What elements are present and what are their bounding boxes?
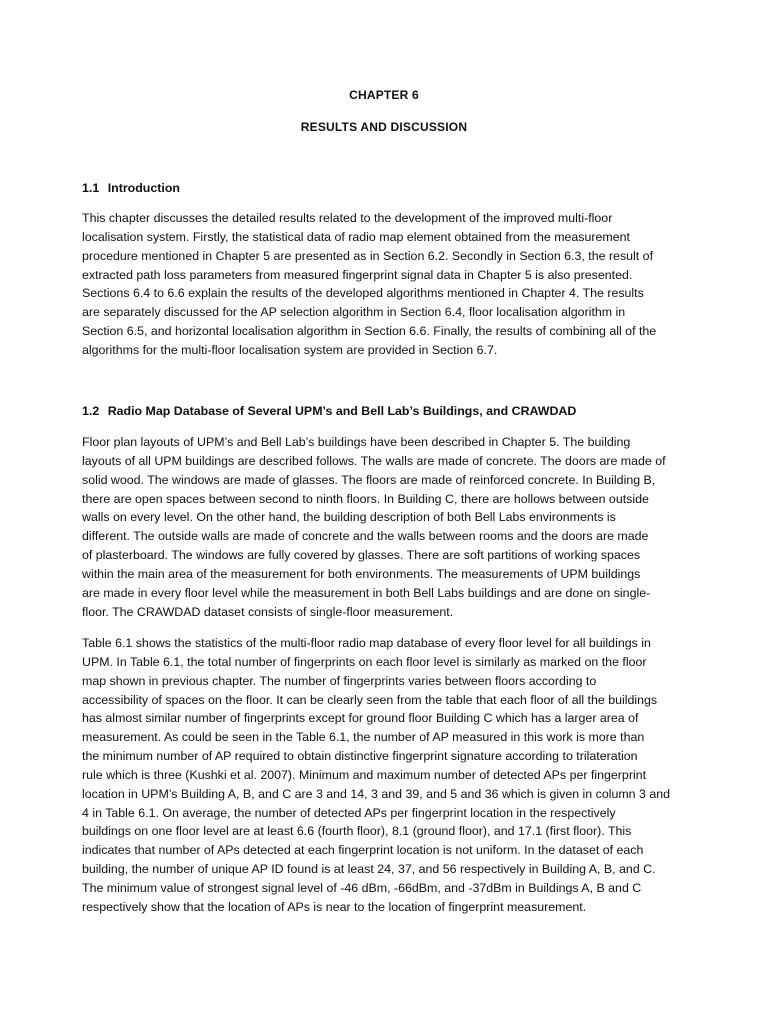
paragraph-building-description: [82, 433, 694, 621]
text-line: This chapter discusses the detailed results related to the development of the improved multi-floor: [82, 211, 613, 225]
text-line: Table 6.1 shows the statistics of the multi-floor radio map database of every floor level for all buildings in: [82, 636, 651, 650]
text-line: are made in every floor level while the measurement in both Bell Labs buildings and are done on single-: [82, 585, 651, 600]
chapter-number: CHAPTER 6: [349, 88, 419, 102]
text-line: extracted path loss parameters from measured fingerprint signal data in Chapter 5 is also presented.: [82, 267, 633, 282]
text-line: are separately discussed for the AP selection algorithm in Section 6.4, floor localisation algorithm in: [82, 305, 626, 320]
text-line: the minimum number of AP required to obtain distinctive fingerprint signature according to trilateration: [82, 749, 638, 764]
paragraph-introduction: [82, 209, 694, 360]
paragraph-table-statistics: [82, 634, 694, 917]
text-line: Section 6.5, and horizontal localisation algorithm in Section 6.6. Finally, the results of combining all of the: [82, 324, 657, 339]
text-line: algorithms for the multi-floor localisation system are provided in Section 6.7.: [82, 342, 498, 357]
text-line: floor. The CRAWDAD dataset consists of single-floor measurement.: [82, 604, 454, 619]
text-line: indicates that number of APs detected at each fingerprint location is not uniform. In the dataset of each: [82, 843, 644, 858]
text-line: procedure mentioned in Chapter 5 are presented as in Section 6.2. Secondly in Section 6.3, the result of: [82, 248, 654, 263]
text-line: The minimum value of strongest signal level of -46 dBm, -66dBm, and -37dBm in Buildings A, B and C: [82, 880, 642, 895]
section-number: 1.1: [82, 181, 100, 195]
text-line: respectively show that the location of APs is near to the location of fingerprint measurement.: [82, 899, 587, 914]
section-number: 1.2: [82, 404, 100, 418]
text-line: accessibility of spaces on the floor. It can be clearly seen from the table that each floor of all the buildings: [82, 692, 658, 707]
section-title: Radio Map Database of Several UPM’s and Bell Lab’s Buildings, and CRAWDAD: [107, 404, 577, 418]
section-heading-introduction: [82, 181, 180, 195]
chapter-title: RESULTS AND DISCUSSION: [300, 120, 468, 134]
text-line: within the main area of the measurement for both environments. The measurements of UPM buildings: [82, 566, 641, 581]
text-line: of plasterboard. The windows are fully covered by glasses. There are soft partitions of working spaces: [82, 548, 641, 563]
section-heading-radio-map: [82, 404, 576, 418]
text-line: building, the number of unique AP ID found is at least 24, 37, and 56 respectively in Building A, B, and C.: [82, 862, 656, 877]
text-line: location in UPM’s Building A, B, and C are 3 and 14, 3 and 39, and 5 and 36 which is given in column 3 and: [82, 786, 671, 801]
text-line: has almost similar number of fingerprints except for ground floor Building C which has a larger area of: [82, 711, 639, 726]
text-line: 4 in Table 6.1. On average, the number of detected APs per fingerprint location in the respectively: [82, 805, 616, 820]
text-line: Floor plan layouts of UPM’s and Bell Lab’s buildings have been described in Chapter 5. The building: [82, 435, 631, 449]
text-line: map shown in previous chapter. The number of fingerprints varies between floors according to: [82, 673, 597, 688]
section-title: Introduction: [107, 181, 180, 195]
text-line: UPM. In Table 6.1, the total number of fingerprints on each floor level is similarly as marked on the floor: [82, 654, 647, 669]
text-line: different. The outside walls are made of concrete and the walls between rooms and the doors are made: [82, 529, 649, 544]
text-line: buildings on one floor level are at least 6.6 (fourth floor), 8.1 (ground floor), and 17.1 (first floor). This: [82, 824, 632, 839]
text-line: measurement. As could be seen in the Table 6.1, the number of AP measured in this work is more than: [82, 730, 645, 745]
text-line: walls on every level. On the other hand, the building description of both Bell Labs environments is: [82, 510, 616, 525]
text-line: Sections 6.4 to 6.6 explain the results of the developed algorithms mentioned in Chapter 4. The results: [82, 286, 644, 301]
text-line: rule which is three (Kushki et al. 2007). Minimum and maximum number of detected APs per fingerprint: [82, 767, 647, 782]
text-line: localisation system. Firstly, the statistical data of radio map element obtained from the measurement: [82, 229, 630, 244]
text-line: layouts of all UPM buildings are described follows. The walls are made of concrete. The doors are made of: [82, 453, 666, 468]
text-line: solid wood. The windows are made of glasses. The floors are made of reinforced concrete. In Building B,: [82, 472, 656, 487]
text-line: there are open spaces between second to ninth floors. In Building C, there are hollows between outside: [82, 491, 649, 506]
